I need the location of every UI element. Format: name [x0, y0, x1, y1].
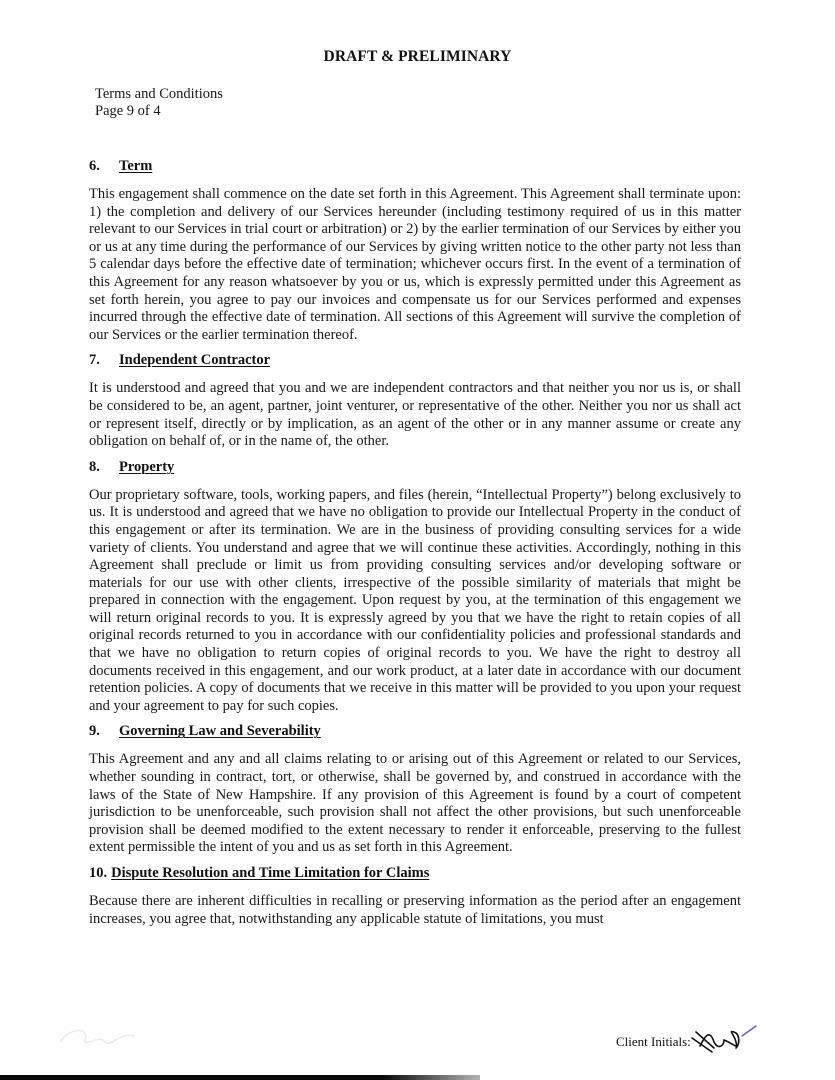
- section-number: 9.: [89, 723, 100, 740]
- section-governing-law: [89, 722, 741, 857]
- section-number: 6.: [89, 158, 100, 174]
- section-heading: [89, 157, 741, 175]
- document-content: [89, 157, 741, 935]
- client-initials-label: Client Initials:: [616, 1034, 691, 1049]
- section-heading: [89, 722, 741, 740]
- section-heading: [89, 458, 741, 476]
- section-term: [89, 157, 741, 344]
- document-title: DRAFT & PRELIMINARY: [323, 48, 512, 65]
- section-independent-contractor: [89, 351, 741, 450]
- section-title: Independent Contractor: [119, 352, 271, 369]
- section-number: 10.: [89, 865, 108, 881]
- section-title: Property: [119, 458, 175, 475]
- page-label: Page 9 of 4: [95, 103, 161, 119]
- section-dispute-resolution: [89, 864, 741, 928]
- handwritten-initials-icon: [690, 1020, 760, 1060]
- section-body: This engagement shall commence on the date set forth in this Agreement. This Agreement shall terminate upon: 1) the completion and delivery of our Services hereunder (including testimony required of us in this matter relevant to our Services in trial court or arbitration) or 2) by the earlier termination of our Services by either you or us at any time during the performance of our Services by giving written notice to the other party not less than 5 calendar days before the effective date of termination; whichever occurs first. In the event of a termination of this Agreement for any reason whatsoever by you or us, which is expressly permitted under this Agreement as set forth herein, you agree to pay our invoices and compensate us for our Services performed and expenses incurred through the effective date of termination. All sections of this Agreement will survive the completion of our Services or the earlier termination thereof.: [89, 186, 741, 343]
- bleed-through-signature-icon: [55, 1022, 145, 1052]
- section-number: 8.: [89, 458, 100, 475]
- scan-edge-bar: [0, 1075, 480, 1080]
- section-property: [89, 458, 741, 716]
- section-heading: [89, 351, 741, 369]
- document-name: Terms and Conditions: [95, 86, 223, 102]
- section-body: This Agreement and any and all claims relating to or arising out of this Agreement or related to our Services, whether sounding in contract, tort, or otherwise, shall be governed by, and construed in accordance with the laws of the State of New Hampshire. If any provision of this Agreement is found by a court of competent jurisdiction to be unenforceable, such provision shall not affect the other provisions, but such unenforceable provision shall be deemed modified to the extent necessary to render it enforceable, preserving to the fullest extent permissible the intent of you and us as set forth in this Agreement.: [89, 751, 741, 856]
- section-number: 7.: [89, 352, 100, 369]
- section-title: Dispute Resolution and Time Limitation for Claims: [111, 865, 430, 881]
- section-body: Our proprietary software, tools, working papers, and files (herein, “Intellectual Property”) belong exclusively to us. It is understood and agreed that we have no obligation to provide our Intellectual Property in the conduct of this engagement or after its termination. We are in the business of providing consulting services for a wide variety of clients. You understand and agree that we will continue these activities. Accordingly, nothing in this Agreement shall preclude or limit us from providing consulting services and/or developing software or materials for our use with other clients, irrespective of the possible similarity of materials that might be prepared in connection with the engagement. Upon request by you, at the termination of this engagement we will return original records to you. It is expressly agreed by you that we have the right to retain copies of all original records returned to you in accordance with our confidentiality policies and professional standards and that we have no obligation to return copies of original records to you. We have the right to destroy all documents received in this engagement, and our work product, at a later date in accordance with our document retention policies. A copy of documents that we receive in this matter will be provided to you upon your request and your agreement to pay for such copies.: [89, 486, 741, 714]
- section-heading: [89, 864, 741, 882]
- section-body: It is understood and agreed that you and we are independent contractors and that neither you nor us is, or shall be considered to be, an agent, partner, joint venturer, or representative of the other. Neither you nor us shall act or represent itself, directly or by implication, as an agent of the other or in any manner assume or create any obligation on behalf of, or in the name of, the other.: [89, 380, 741, 450]
- section-title: Governing Law and Severability: [119, 723, 321, 740]
- section-body: Because there are inherent difficulties in recalling or preserving information as the period after an engagement increases, you agree that, notwithstanding any applicable statute of limitations, you must: [89, 893, 741, 927]
- document-meta: [95, 86, 223, 120]
- section-title: Term: [119, 158, 153, 174]
